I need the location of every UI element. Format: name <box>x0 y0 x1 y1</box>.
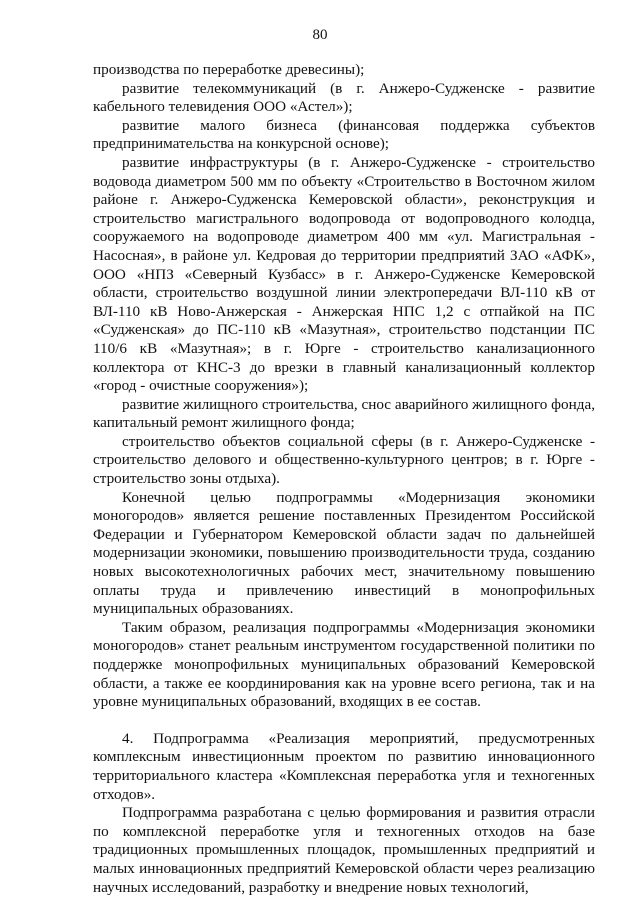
paragraph-4: развитие инфраструктуры (в г. Анжеро-Судженске - строительство водовода диаметром 500 мм по объекту «Строительство в Восточном жилом районе г. Анжеро-Судженска Кемеровской области», реконструкция и строительство магистрального водопровода от водопроводного колодца, сооружаемого на водопроводе диаметром 400 мм «ул. Магистральная - Насосная», в районе ул. Кедровая до территории предприятий ЗАО «АФК», ООО «НПЗ «Северный Кузбасс» в г. Анжеро-Судженске Кемеровской области, строительство воздушной линии электропередачи ВЛ-110 кВ от ВЛ-110 кВ Ново-Анжерская - Анжерская НПС 1,2 с отпайкой на ПС «Судженская» до ПС-110 кВ «Мазутная», строительство подстанции ПС 110/6 кВ «Мазутная»; в г. Юрге - строительство канализационного коллектора от КНС-3 до врезки в главный канализационный коллектор «город - очистные сооружения»); <box>93 153 595 395</box>
page-number: 80 <box>312 27 328 43</box>
paragraph-7: Конечной целью подпрограммы «Модернизация экономики моногородов» является решение поставленных Президентом Российской Федерации и Губернатором Кемеровской области задач по дальнейшей модернизации экономики, повышению производительности труда, созданию новых высокотехнологичных рабочих мест, значительному повышению оплаты труда и привлечению инвестиций в монопрофильных муниципальных образованиях. <box>93 488 595 618</box>
paragraph-1: производства по переработке древесины); <box>93 61 365 78</box>
section-gap <box>93 712 595 730</box>
section-heading: 4. Подпрограмма «Реализация мероприятий, предусмотренных комплексным инвестиционным проектом по развитию инновационного территориального кластера «Комплексная переработка угля и техногенных отходов». <box>93 729 595 803</box>
paragraph-2: развитие телекоммуникаций (в г. Анжеро-Судженске - развитие кабельного телевидения ООО «Астел»); <box>93 79 595 116</box>
paragraph-5: развитие жилищного строительства, снос аварийного жилищного фонда, капитальный ремонт жилищного фонда; <box>93 395 595 432</box>
paragraph-6: строительство объектов социальной сферы (в г. Анжеро-Судженске - строительство делового и общественно-культурного центров; в г. Юрге - строительство зоны отдыха). <box>93 432 595 488</box>
body-text <box>93 61 595 897</box>
paragraph-10: Подпрограмма разработана с целью формирования и развития отрасли по комплексной переработке угля и техногенных отходов на базе традиционных промышленных площадок, промышленных предприятий и малых инновационных предприятий Кемеровской области через реализацию научных исследований, разработку и внедрение новых технологий, <box>93 804 595 896</box>
paragraph-8: Таким образом, реализация подпрограммы «Модернизация экономики моногородов» станет реальным инструментом государственной политики по поддержке монопрофильных муниципальных образований Кемеровской области, а также ее координирования как на уровне всего региона, так и на уровне муниципальных образований, входящих в ее состав. <box>93 618 595 711</box>
paragraph-3: развитие малого бизнеса (финансовая поддержка субъектов предпринимательства на конкурсной основе); <box>93 116 595 153</box>
